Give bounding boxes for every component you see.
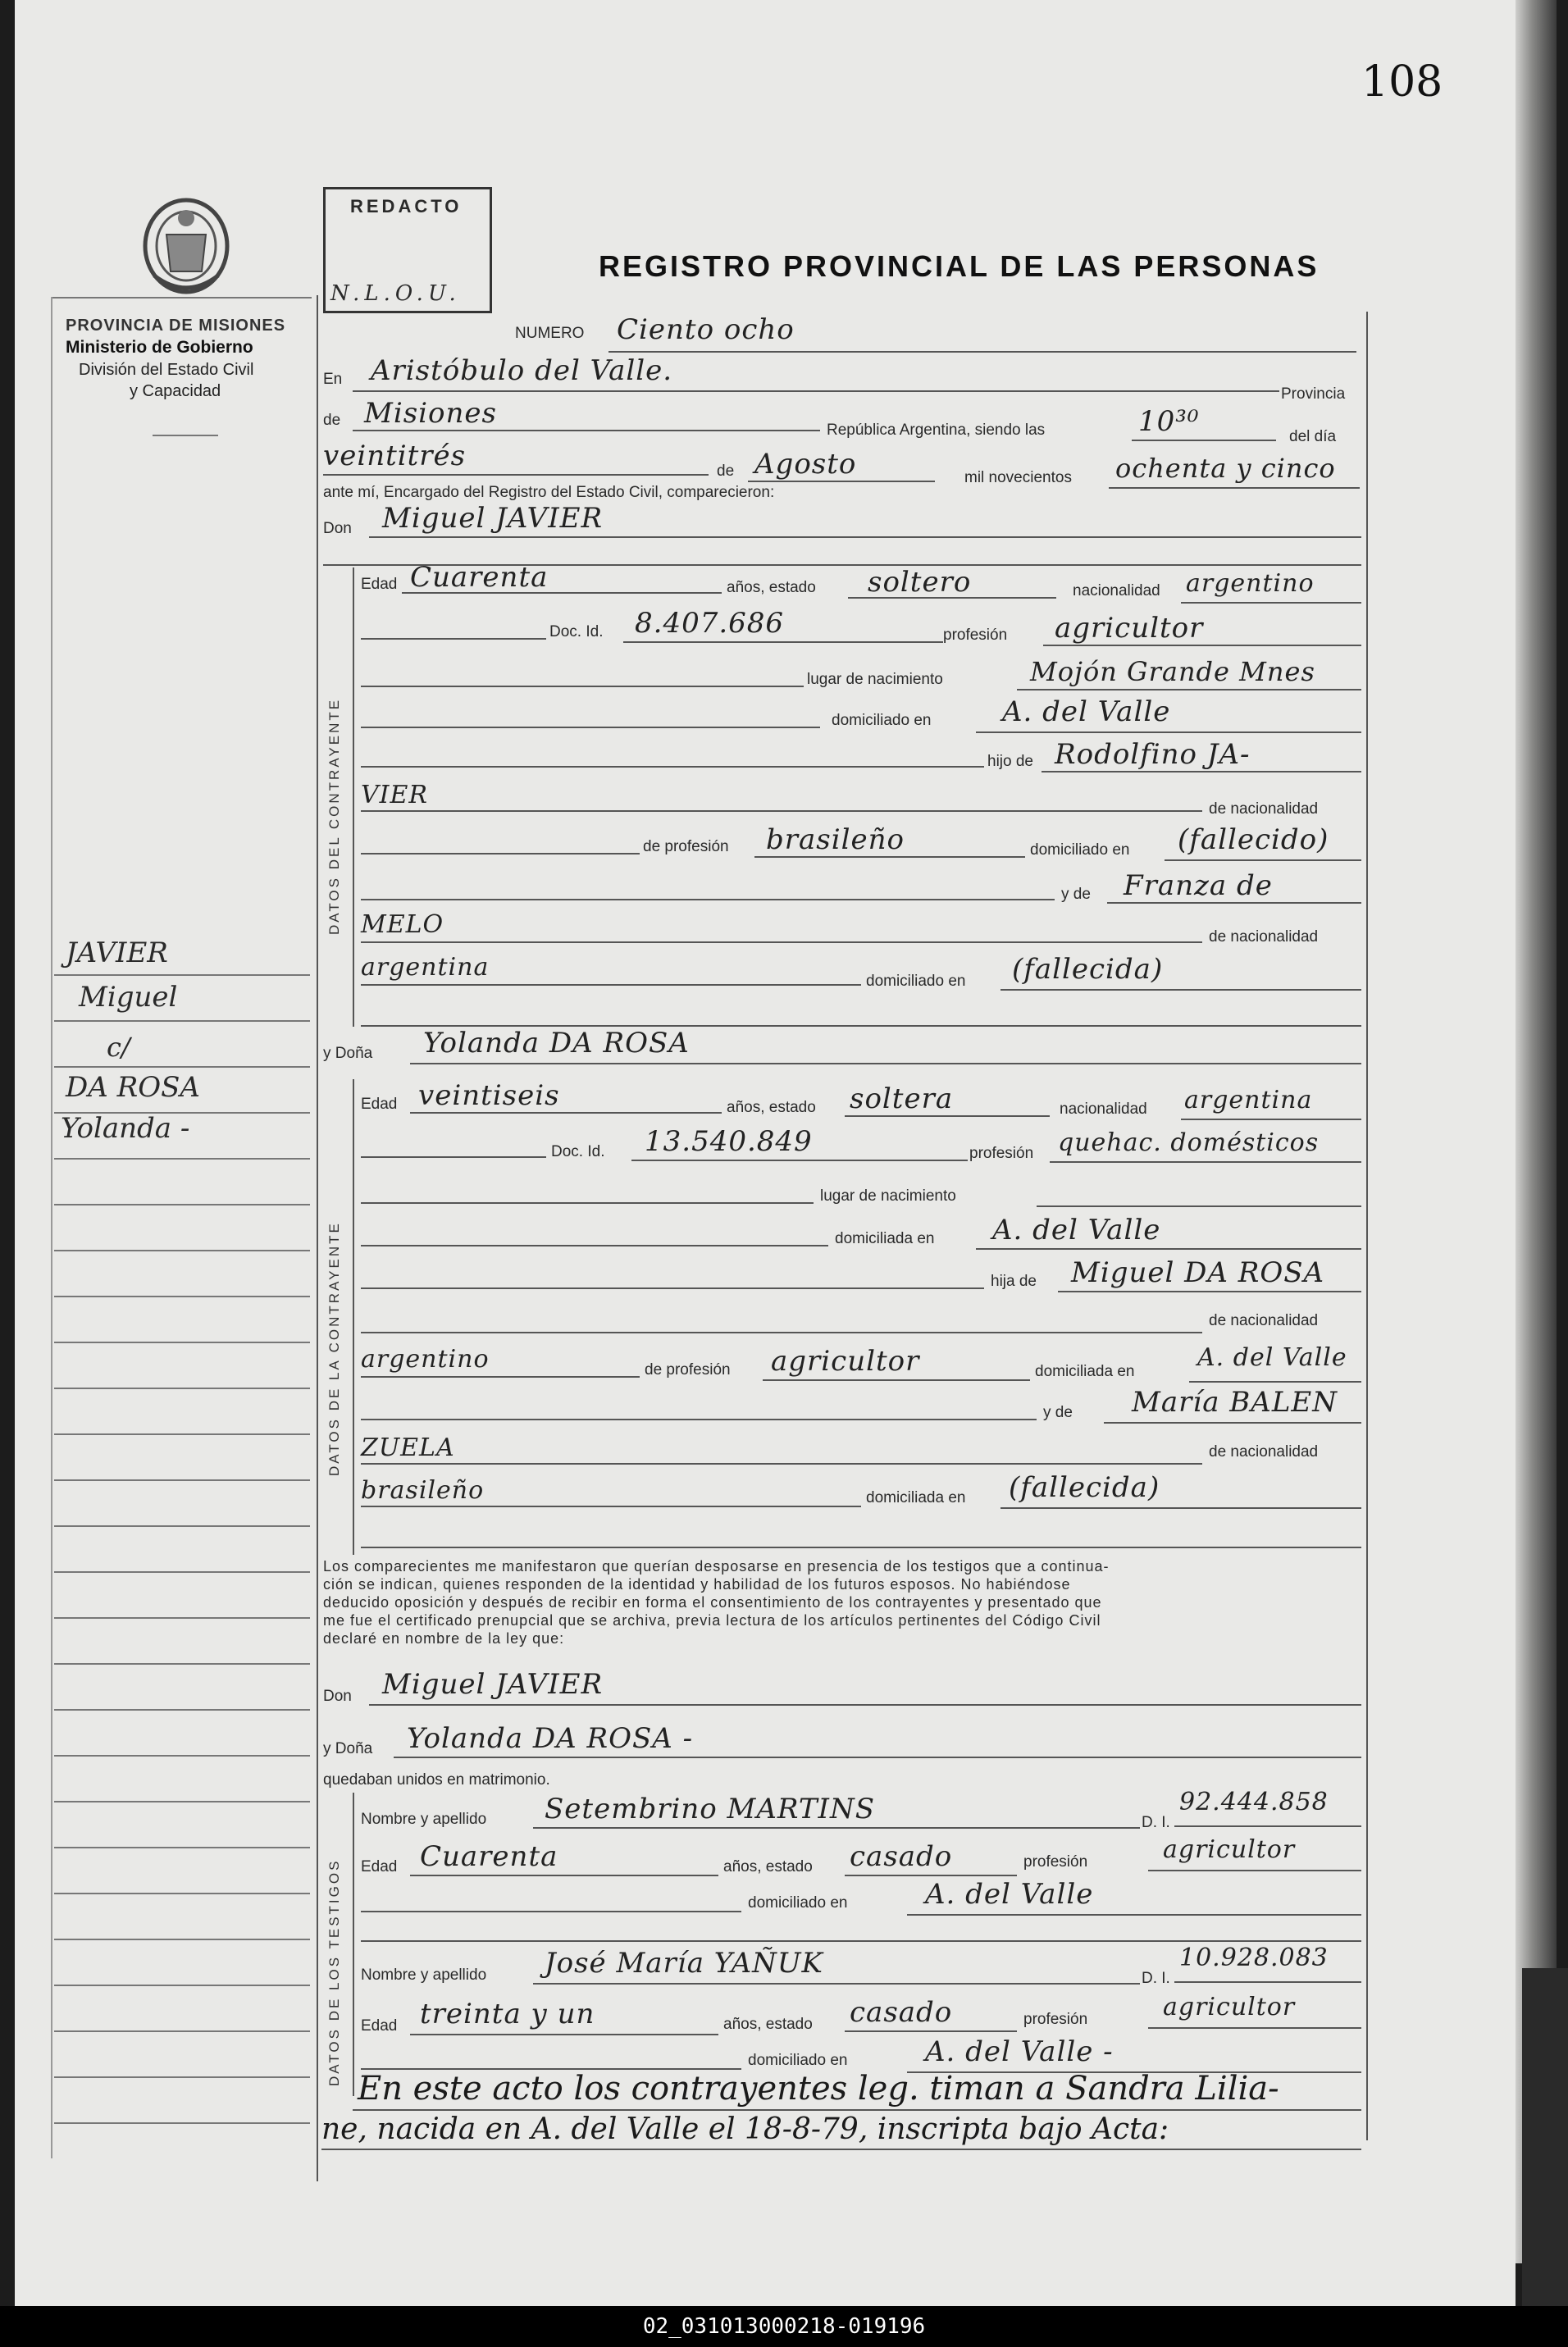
margin-rule xyxy=(54,1204,310,1205)
t1-dom-pre xyxy=(361,1911,741,1912)
groom-padre-prof-pre xyxy=(361,853,640,854)
t1-di-label: D. I. xyxy=(1142,1814,1170,1831)
note-line-2-rule xyxy=(321,2149,1361,2150)
t1-edad: Cuarenta xyxy=(420,1840,558,1873)
groom-edad: Cuarenta xyxy=(410,561,549,594)
t2-edad-label: Edad xyxy=(361,2017,398,2035)
declaracion-line-3: deducido oposición y después de recibir en forma el consentimiento de los contrayentes y presentado que xyxy=(323,1594,1102,1611)
bride-nac-line xyxy=(1181,1119,1361,1120)
bride-estado-label: años, estado xyxy=(727,1099,816,1116)
bride-doc-pre xyxy=(361,1156,546,1158)
bride-padre-dom-line xyxy=(1189,1381,1361,1383)
decl-dona-label: y Doña xyxy=(323,1740,373,1757)
image-id-caption: 02_031013000218-019196 xyxy=(0,2306,1568,2347)
t1-profesion: agricultor xyxy=(1163,1835,1296,1864)
bride-estado: soltera xyxy=(850,1082,954,1115)
t1-bottom xyxy=(361,1940,1361,1942)
mes-value: Agosto xyxy=(754,448,857,481)
bride-padre-prof-line xyxy=(763,1379,1030,1381)
groom-nacionalidad: argentino xyxy=(1186,569,1315,598)
mes-line xyxy=(748,481,935,482)
t1-dom-line xyxy=(907,1914,1361,1916)
groom-padre-b: VIER xyxy=(361,781,429,809)
groom-estado-label: años, estado xyxy=(727,579,816,596)
bride-doc-label: Doc. Id. xyxy=(551,1143,605,1160)
margin-rule xyxy=(54,1709,310,1711)
groom-madre-line xyxy=(1107,902,1361,904)
t1-domicilio: A. del Valle xyxy=(925,1878,1094,1911)
decl-don-line xyxy=(369,1704,1361,1706)
bride-madre-nac: brasileño xyxy=(361,1476,485,1505)
groom-domicilio: A. del Valle xyxy=(1002,695,1171,728)
bride-prof-label: profesión xyxy=(969,1145,1034,1162)
declaracion-line-2: ción se indican, quienes responden de la identidad y habilidad de los futuros esposos. No habiéndose xyxy=(323,1576,1071,1593)
bride-hija-pre xyxy=(361,1287,984,1289)
ante-label: ante mí, Encargado del Registro del Estado Civil, comparecieron: xyxy=(323,484,775,501)
bride-padre-prof-label: de profesión xyxy=(645,1361,731,1379)
groom-profesion: agricultor xyxy=(1055,612,1204,645)
t2-estado: casado xyxy=(850,1996,953,2029)
groom-name: Miguel JAVIER xyxy=(382,502,604,535)
bride-madre-dom-label: domiciliada en xyxy=(866,1489,966,1506)
bride-padre-b-line xyxy=(361,1332,1202,1333)
bride-de-nac-label2: de nacionalidad xyxy=(1209,1443,1319,1461)
margin-surname-bride: DA ROSA xyxy=(66,1071,200,1104)
main-right-border xyxy=(1366,312,1368,2140)
bride-padre-nac: argentino xyxy=(361,1345,490,1374)
groom-hijo-pre-line xyxy=(361,766,984,768)
t2-edad-line xyxy=(410,2034,718,2035)
groom-nac-label: nacionalidad xyxy=(1073,582,1160,599)
page-number: 108 xyxy=(1361,57,1443,107)
margin-surname-groom: JAVIER xyxy=(66,937,168,969)
margin-rule xyxy=(54,2030,310,2032)
t1-prof-label: profesión xyxy=(1023,1853,1088,1871)
lugar-value: Aristóbulo del Valle. xyxy=(371,354,673,387)
margin-rule xyxy=(54,974,310,976)
groom-madre-nac-line xyxy=(361,984,861,986)
t2-dom-label: domiciliado en xyxy=(748,2052,848,2069)
bride-edad-line xyxy=(410,1112,722,1114)
mil-label: mil novecientos xyxy=(964,469,1072,486)
groom-lugar-line xyxy=(1017,689,1361,690)
t1-nombre-line xyxy=(533,1827,1140,1829)
groom-name-line xyxy=(369,536,1361,538)
redacto-stamp xyxy=(323,187,492,313)
bride-domicilio: A. del Valle xyxy=(992,1214,1161,1246)
don-label: Don xyxy=(323,520,352,537)
t1-edad-line xyxy=(410,1875,718,1876)
bride-prof-line xyxy=(1050,1161,1361,1163)
groom-madre-dom-line xyxy=(1001,989,1361,991)
lugar-line xyxy=(353,390,1279,392)
bride-de-nac-label: de nacionalidad xyxy=(1209,1312,1319,1329)
groom-lugar: Mojón Grande Mnes xyxy=(1030,656,1315,687)
declaracion-line-4: me fue el certificado prenupcial que se archiva, previa lectura de los artículos pertinentes del Código Civil xyxy=(323,1612,1101,1629)
dia-value: veintitrés xyxy=(323,440,467,472)
t1-di-line xyxy=(1174,1825,1361,1827)
de-mes-label: de xyxy=(717,463,735,480)
provincia-line xyxy=(353,430,820,431)
groom-dom-label: domiciliado en xyxy=(832,712,932,729)
margin-rule xyxy=(54,1525,310,1527)
bride-madre-line xyxy=(1104,1422,1361,1424)
margin-rule xyxy=(54,1755,310,1757)
form-title: REGISTRO PROVINCIAL DE LAS PERSONAS xyxy=(599,249,1320,283)
en-label: En xyxy=(323,371,343,388)
groom-padre-a: Rodolfino JA- xyxy=(1055,738,1251,771)
groom-madre-nac: argentina xyxy=(361,953,490,982)
groom-hijo-label: hijo de xyxy=(987,753,1033,770)
bride-lugar-pre xyxy=(361,1202,814,1204)
decl-don-label: Don xyxy=(323,1688,352,1705)
issuer-division: División del Estado Civil xyxy=(79,361,254,379)
t1-nombre: Setembrino MARTINS xyxy=(545,1793,876,1825)
t2-estado-line xyxy=(845,2030,1017,2032)
main-left-border xyxy=(317,295,318,2181)
quedaban-text: quedaban unidos en matrimonio. xyxy=(323,1771,550,1789)
margin-rule xyxy=(54,1250,310,1251)
groom-padre-dom-line xyxy=(1165,859,1361,861)
t2-di-line xyxy=(1174,1981,1361,1983)
bride-madre-b-line xyxy=(361,1463,1202,1465)
groom-padre-line xyxy=(1042,771,1361,772)
t1-estado: casado xyxy=(850,1840,953,1873)
t2-prof-label: profesión xyxy=(1023,2011,1088,2028)
bride-madre-dom-line xyxy=(1001,1507,1361,1509)
groom-y-de-label: y de xyxy=(1061,886,1091,903)
groom-de-nac-label: de nacionalidad xyxy=(1209,800,1319,818)
header-rule xyxy=(51,297,312,299)
book-spine-shadow xyxy=(1522,1968,1568,2313)
margin-rule xyxy=(54,1479,310,1481)
issuer-ministry: Ministerio de Gobierno xyxy=(66,338,253,357)
t2-edad: treinta y un xyxy=(420,1998,595,2030)
groom-side-label: DATOS DEL CONTRAYENTE xyxy=(326,697,342,935)
groom-prof-line xyxy=(1043,645,1361,646)
groom-edad-line xyxy=(402,592,722,594)
de-label: de xyxy=(323,412,341,429)
bride-section-bottom xyxy=(361,1547,1361,1548)
t1-prof-line xyxy=(1148,1870,1361,1871)
republica-label: República Argentina, siendo las xyxy=(827,422,1046,439)
issuer-province: PROVINCIA DE MISIONES xyxy=(66,317,286,335)
margin-rule xyxy=(54,1066,310,1068)
margin-rule xyxy=(54,1158,310,1160)
provincia-label: Provincia xyxy=(1281,385,1346,403)
margin-rule xyxy=(54,1617,310,1619)
book-edge xyxy=(1516,0,1557,2263)
margin-rule xyxy=(54,2076,310,2078)
bride-padre-profesion: agricultor xyxy=(771,1345,920,1378)
issuer-rule xyxy=(153,435,218,436)
groom-madre-b: MELO xyxy=(361,910,444,939)
bride-name-line xyxy=(410,1063,1361,1064)
bride-madre-b: ZUELA xyxy=(361,1433,455,1462)
bride-hija-label: hija de xyxy=(991,1273,1037,1290)
groom-estado: soltero xyxy=(868,566,972,599)
declaracion-line-5: declaré en nombre de la ley que: xyxy=(323,1630,565,1647)
bride-name: Yolanda DA ROSA xyxy=(423,1027,690,1060)
anio-line xyxy=(1109,487,1360,489)
t2-prof-line xyxy=(1148,2027,1361,2029)
groom-doc-label: Doc. Id. xyxy=(549,623,604,640)
t2-nombre-label: Nombre y apellido xyxy=(361,1966,487,1984)
declaracion-line-1: Los comparecientes me manifestaron que querían desposarse en presencia de los testigos que a continua- xyxy=(323,1558,1110,1575)
bride-y-de-label: y de xyxy=(1043,1404,1073,1421)
t2-nombre: José María YAÑUK xyxy=(545,1947,823,1980)
margin-rule xyxy=(54,1571,310,1573)
bride-doc-line xyxy=(631,1160,968,1161)
decl-don: Miguel JAVIER xyxy=(382,1668,604,1701)
issuer-capacidad: y Capacidad xyxy=(130,382,221,400)
groom-madre-domicilio: (fallecida) xyxy=(1012,953,1164,986)
hora-line xyxy=(1132,440,1276,441)
bride-doc: 13.540.849 xyxy=(645,1125,813,1158)
t2-di-label: D. I. xyxy=(1142,1970,1170,1987)
witness-side-border xyxy=(353,1793,354,2096)
margin-name-groom: Miguel xyxy=(79,981,178,1014)
bride-lugar-label: lugar de nacimiento xyxy=(820,1187,956,1205)
groom-lugar-pre-line xyxy=(361,686,804,687)
numero-line xyxy=(609,351,1356,353)
groom-estado-line xyxy=(848,597,1056,599)
bride-estado-line xyxy=(845,1115,1050,1117)
margin-rule xyxy=(54,1939,310,1940)
margin-rule xyxy=(54,1388,310,1389)
provincial-seal xyxy=(138,194,235,300)
t1-estado-line xyxy=(845,1875,1017,1876)
dona-label: y Doña xyxy=(323,1045,373,1062)
t1-di: 92.444.858 xyxy=(1179,1788,1329,1816)
note-line-1: En este acto los contrayentes leg. timan a Sandra Lilia- xyxy=(358,2070,1279,2108)
t2-di: 10.928.083 xyxy=(1179,1944,1329,1972)
t1-nombre-label: Nombre y apellido xyxy=(361,1811,487,1828)
groom-madre-a: Franza de xyxy=(1124,869,1273,902)
t2-estado-label: años, estado xyxy=(723,2016,813,2033)
margin-conjunction: c/ xyxy=(107,1032,130,1063)
margin-rule xyxy=(54,1433,310,1435)
margin-rule xyxy=(54,1985,310,1986)
bride-madre-pre xyxy=(361,1419,1037,1420)
dia-line xyxy=(323,474,709,476)
margin-rule xyxy=(54,1847,310,1848)
t1-dom-label: domiciliado en xyxy=(748,1894,848,1912)
bride-side-label: DATOS DE LA CONTRAYENTE xyxy=(326,1221,342,1476)
margin-rule xyxy=(54,2122,310,2124)
groom-doc-pre-line xyxy=(361,638,546,640)
t2-nombre-line xyxy=(533,1983,1140,1985)
stamp-top: REDACTO xyxy=(350,196,463,216)
bride-nac-label: nacionalidad xyxy=(1060,1101,1147,1118)
decl-dona-line xyxy=(394,1757,1361,1758)
bride-dom-line xyxy=(976,1248,1361,1250)
t1-edad-label: Edad xyxy=(361,1858,398,1875)
del-dia-label: del día xyxy=(1289,428,1337,445)
groom-madre-dom-label: domiciliado en xyxy=(866,973,966,990)
hora-value: 10³⁰ xyxy=(1138,405,1200,438)
t1-estado-label: años, estado xyxy=(723,1858,813,1875)
margin-rule xyxy=(54,1801,310,1802)
note-line-1-rule xyxy=(353,2109,1361,2111)
decl-dona: Yolanda DA ROSA - xyxy=(407,1722,694,1755)
bride-madre-a: María BALEN xyxy=(1132,1386,1338,1419)
margin-rule xyxy=(54,1296,310,1297)
witness-side-label: DATOS DE LOS TESTIGOS xyxy=(326,1858,342,2086)
groom-edad-label: Edad xyxy=(361,576,398,593)
note-line-2: ne, nacida en A. del Valle el 18-8-79, inscripta bajo Acta: xyxy=(321,2112,1169,2146)
groom-padre-prof-line xyxy=(754,856,1025,858)
bride-profesion: quehac. domésticos xyxy=(1058,1128,1320,1157)
groom-padre-dom-label: domiciliado en xyxy=(1030,841,1130,859)
bride-edad-label: Edad xyxy=(361,1096,398,1113)
groom-padre-domicilio: (fallecido) xyxy=(1178,823,1329,856)
margin-rule xyxy=(54,1020,310,1022)
margin-name-bride: Yolanda - xyxy=(61,1112,190,1145)
bride-padre-dom-label: domiciliada en xyxy=(1035,1363,1135,1380)
bride-padre-domicilio: A. del Valle xyxy=(1197,1343,1347,1372)
groom-de-nac-label2: de nacionalidad xyxy=(1209,928,1319,946)
groom-dom-line xyxy=(976,731,1361,733)
bride-padre-nac-line xyxy=(361,1376,640,1378)
groom-nac-line xyxy=(1181,602,1361,604)
groom-dom-pre-line xyxy=(361,727,820,728)
bride-padre-line xyxy=(1058,1291,1361,1292)
provincia-value: Misiones xyxy=(364,397,497,430)
groom-prof-label: profesión xyxy=(943,627,1008,644)
groom-padre-b-line xyxy=(361,810,1202,812)
groom-doc: 8.407.686 xyxy=(635,607,785,640)
numero-label: NUMERO xyxy=(515,325,585,342)
groom-padre-profesion: brasileño xyxy=(766,823,905,856)
numero-value: Ciento ocho xyxy=(617,313,795,346)
groom-lugar-label: lugar de nacimiento xyxy=(807,671,943,688)
groom-side-border xyxy=(353,567,354,1027)
groom-padre-prof-label: de profesión xyxy=(643,838,729,855)
groom-madre-pre xyxy=(361,899,1055,900)
bride-padre: Miguel DA ROSA xyxy=(1071,1256,1325,1289)
bride-dom-pre xyxy=(361,1245,828,1246)
margin-rule xyxy=(54,1342,310,1343)
bride-madre-domicilio: (fallecida) xyxy=(1009,1471,1160,1504)
t2-domicilio: A. del Valle - xyxy=(925,2035,1114,2068)
margin-rule xyxy=(54,1663,310,1665)
bride-lugar-line xyxy=(1037,1205,1361,1207)
anio-value: ochenta y cinco xyxy=(1115,453,1336,484)
bride-edad: veintiseis xyxy=(418,1079,560,1112)
groom-madre-b-line xyxy=(361,941,1202,943)
margin-rule xyxy=(54,1893,310,1894)
bride-side-border xyxy=(353,1079,354,1555)
bride-dom-label: domiciliada en xyxy=(835,1230,935,1247)
t2-profesion: agricultor xyxy=(1163,1993,1296,2021)
bride-madre-nac-line xyxy=(361,1506,861,1507)
stamp-bottom: N.L.O.U. xyxy=(330,281,461,306)
bride-nacionalidad: argentina xyxy=(1184,1086,1313,1114)
groom-doc-line xyxy=(623,641,943,643)
margin-left-border xyxy=(51,297,52,2158)
